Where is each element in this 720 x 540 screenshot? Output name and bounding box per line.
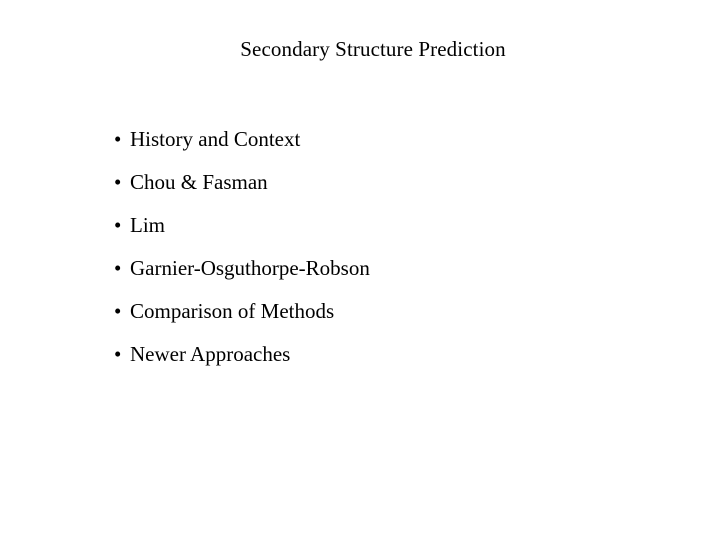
bullet-text: Chou & Fasman: [130, 170, 268, 194]
bullet-item-gor: [114, 255, 370, 298]
bullet-text: Lim: [130, 213, 165, 237]
bullet-icon: •: [114, 127, 122, 151]
bullet-item-chou-fasman: [114, 169, 370, 212]
bullet-item-newer-approaches: [114, 341, 370, 384]
bullet-icon: •: [114, 170, 122, 194]
bullet-icon: •: [114, 342, 122, 366]
bullet-icon: •: [114, 213, 122, 237]
bullet-list: [114, 126, 370, 384]
bullet-text: Newer Approaches: [130, 342, 291, 366]
bullet-text: Comparison of Methods: [130, 299, 335, 323]
bullet-text: History and Context: [130, 127, 301, 151]
bullet-icon: •: [114, 256, 122, 280]
bullet-item-lim: [114, 212, 370, 255]
bullet-icon: •: [114, 299, 122, 323]
bullet-item-comparison: [114, 298, 370, 341]
slide-title: Secondary Structure Prediction: [240, 37, 506, 61]
bullet-item-history: [114, 126, 370, 169]
bullet-text: Garnier-Osguthorpe-Robson: [130, 256, 370, 280]
